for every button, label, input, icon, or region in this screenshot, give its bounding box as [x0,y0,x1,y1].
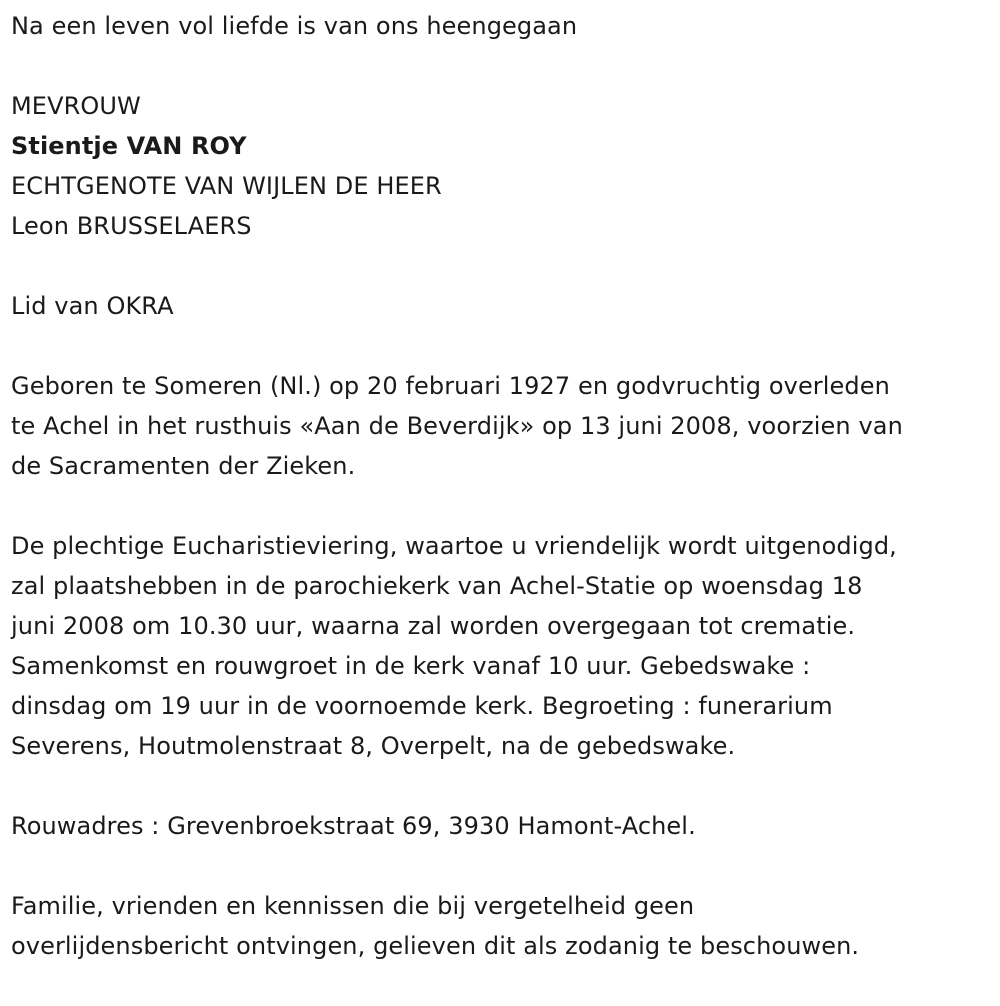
paragraph-line: De plechtige Eucharistieviering, waartoe u vriendelijk wordt uitgenodigd, [11,532,897,560]
paragraph-line: Geboren te Someren (Nl.) op 20 februari 1927 en godvruchtig overleden [11,372,890,400]
paragraph-line: te Achel in het rusthuis «Aan de Beverdijk» op 13 juni 2008, voorzien van [11,412,903,440]
spouse-name: Leon BRUSSELAERS [11,212,252,240]
death-notice [11,6,993,966]
paragraph-line: zal plaatshebben in de parochiekerk van Achel-Statie op woensdag 18 [11,572,863,600]
membership-line: Lid van OKRA [11,292,174,320]
paragraph-line: Familie, vrienden en kennissen die bij vergetelheid geen [11,892,695,920]
closing-paragraph [11,886,993,966]
ceremony-paragraph [11,526,993,766]
paragraph-line: Severens, Houtmolenstraat 8, Overpelt, na de gebedswake. [11,732,736,760]
paragraph-line: juni 2008 om 10.30 uur, waarna zal worden overgegaan tot crematie. [11,612,856,640]
paragraph-line: Samenkomst en rouwgroet in de kerk vanaf 10 uur. Gebedswake : [11,652,811,680]
spacer [11,246,993,286]
intro-line: Na een leven vol liefde is van ons heengegaan [11,12,578,40]
spacer [11,326,993,366]
paragraph-line: dinsdag om 19 uur in de voornoemde kerk. Begroeting : funerarium [11,692,833,720]
spacer [11,46,993,86]
spacer [11,486,993,526]
paragraph-line: de Sacramenten der Zieken. [11,452,356,480]
paragraph-line: overlijdensbericht ontvingen, gelieven dit als zodanig te beschouwen. [11,932,860,960]
title-line: MEVROUW [11,92,141,120]
spouse-label: ECHTGENOTE VAN WIJLEN DE HEER [11,172,442,200]
address-line: Rouwadres : Grevenbroekstraat 69, 3930 Hamont-Achel. [11,812,696,840]
deceased-name: Stientje VAN ROY [11,132,247,160]
spacer [11,846,993,886]
spacer [11,766,993,806]
birth-death-paragraph [11,366,993,486]
